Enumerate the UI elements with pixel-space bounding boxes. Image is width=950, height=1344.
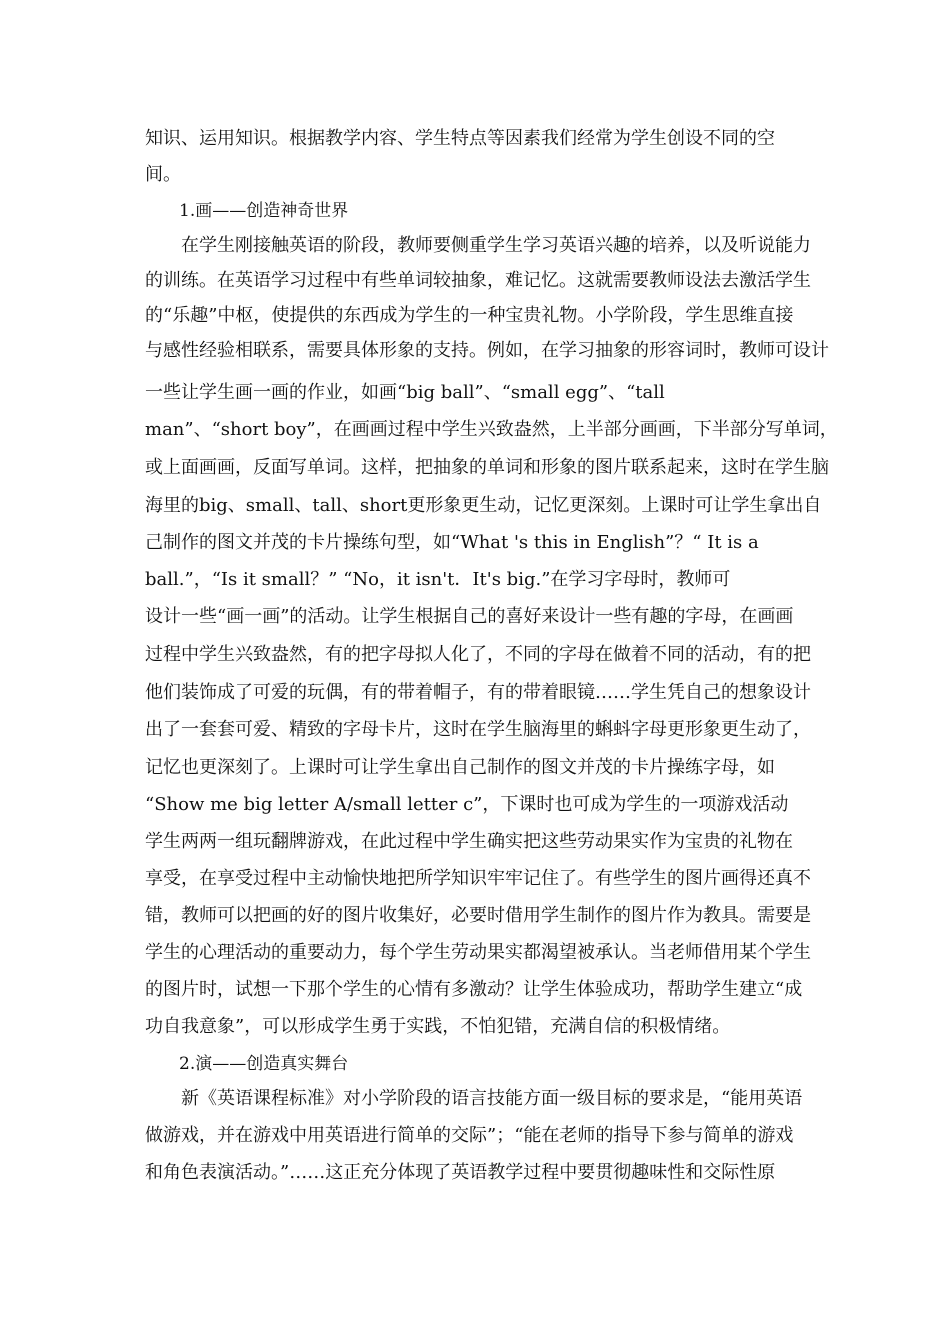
text-line: 知识、运用知识。根据教学内容、学生特点等因素我们经常为学生创设不同的空 (145, 128, 775, 149)
text-line: 的“乐趣”中枢，使提供的东西成为学生的一种宝贵礼物。小学阶段，学生思维直接 (145, 305, 794, 326)
text-line: ball.”，“Is it small？” “No，it isn't．It's big.”在学习字母时，教师可 (145, 569, 731, 590)
text-line: man”、“short boy”，在画画过程中学生兴致盎然，上半部分画画，下半部分写单词， (145, 419, 838, 440)
text-line: 和角色表演活动。”……这正充分体现了英语教学过程中要贯彻趣味性和交际性原 (145, 1162, 776, 1183)
section-heading-1: 1.画——创造神奇世界 (145, 201, 349, 221)
section-heading-2: 2.演——创造真实舞台 (145, 1054, 349, 1074)
text-line: 出了一套套可爱、精致的字母卡片，这时在学生脑海里的蝌蚪字母更形象更生动了， (145, 719, 811, 740)
text-line: 间。 (145, 164, 181, 185)
text-line: 的训练。在英语学习过程中有些单词较抽象，难记忆。这就需要教师设法去激活学生 (145, 270, 811, 291)
text-line: 做游戏，并在游戏中用英语进行简单的交际”；“能在老师的指导下参与简单的游戏 (145, 1125, 794, 1146)
text-line: 功自我意象”，可以形成学生勇于实践，不怕犯错，充满自信的积极情绪。 (145, 1016, 731, 1037)
text-line: 记忆也更深刻了。上课时可让学生拿出自己制作的图文并茂的卡片操练字母，如 (145, 757, 775, 778)
text-line: 一些让学生画一画的作业，如画“big ball”、“small egg”、“tall (145, 382, 665, 403)
text-line: 或上面画画，反面写单词。这样，把抽象的单词和形象的图片联系起来，这时在学生脑 (145, 457, 829, 478)
text-line: 享受，在享受过程中主动愉快地把所学知识牢牢记住了。有些学生的图片画得还真不 (145, 868, 811, 889)
text-line: 学生两两一组玩翻牌游戏，在此过程中学生确实把这些劳动果实作为宝贵的礼物在 (145, 831, 793, 852)
text-line: 海里的big、small、tall、short更形象更生动，记忆更深刻。上课时可让学生拿出自 (145, 495, 822, 516)
text-line: 新《英语课程标准》对小学阶段的语言技能方面一级目标的要求是，“能用英语 (145, 1088, 803, 1109)
text-line: 他们装饰成了可爱的玩偶，有的带着帽子，有的带着眼镜……学生凭自己的想象设计 (145, 682, 811, 703)
text-line: 学生的心理活动的重要动力，每个学生劳动果实都渴望被承认。当老师借用某个学生 (145, 942, 811, 963)
text-line: 错，教师可以把画的好的图片收集好，必要时借用学生制作的图片作为教具。需要是 (145, 905, 811, 926)
text-line: “Show me big letter A/small letter c”，下课时也可成为学生的一项游戏活动 (145, 794, 789, 815)
text-line: 的图片时，试想一下那个学生的心情有多激动？让学生体验成功，帮助学生建立“成 (145, 979, 803, 1000)
text-line: 己制作的图文并茂的卡片操练句型，如“What 's this in English”？“ It is a (145, 532, 759, 553)
text-line: 在学生刚接触英语的阶段，教师要侧重学生学习英语兴趣的培养，以及听说能力 (145, 235, 811, 256)
text-line: 过程中学生兴致盎然，有的把字母拟人化了，不同的字母在做着不同的活动，有的把 (145, 644, 811, 665)
text-line: 设计一些“画一画”的活动。让学生根据自己的喜好来设计一些有趣的字母，在画画 (145, 606, 794, 627)
text-line: 与感性经验相联系，需要具体形象的支持。例如，在学习抽象的形容词时，教师可设计 (145, 340, 829, 361)
